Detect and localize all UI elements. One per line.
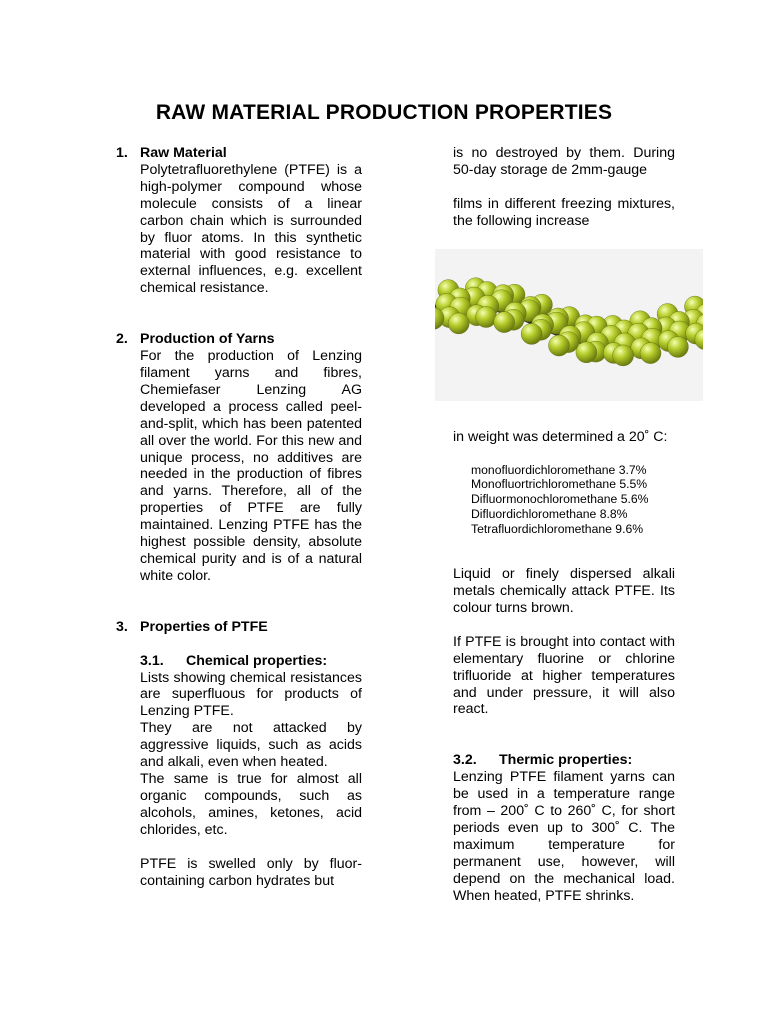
- section-2-number: 2.: [116, 331, 128, 348]
- subsection-3-1-number: 3.1.: [140, 652, 164, 669]
- chemical-para-4: PTFE is swelled only by fluor-containing carbon hydrates but: [140, 855, 362, 889]
- list-item: Tetrafluordichloromethane 9.6%: [471, 522, 644, 537]
- section-3-title: Properties of PTFE: [140, 618, 268, 635]
- list-item: Monofluortrichloromethane 5.5%: [471, 477, 648, 492]
- list-item: Difluormonochloromethane 5.6%: [471, 492, 649, 507]
- right-para-a: is no destroyed by them. During 50-day storage de 2mm-gauge: [453, 145, 675, 178]
- subsection-3-2-heading: [453, 752, 675, 769]
- section-3-number: 3.: [116, 618, 128, 635]
- right-para-b: films in different freezing mixtures, the following increase: [453, 195, 675, 229]
- fluorine-atom: [494, 311, 515, 332]
- right-para-d: Liquid or finely dispersed alkali metals chemically attack PTFE. Its colour turns brown.: [453, 566, 675, 616]
- freezing-mixture-list: [453, 463, 675, 538]
- section-1-title: Raw Material: [140, 145, 227, 161]
- thermic-para: Lenzing PTFE filament yarns can be used in a temperature range from – 200˚ C to 260˚ C, for short periods even up to 300˚ C. The maximum temperature for permanent use, however, will depend on the mechanical load. When heated, PTFE shrinks.: [453, 769, 675, 904]
- fluorine-atom: [521, 323, 542, 344]
- fluorine-atom: [640, 342, 661, 363]
- fluorine-atom: [476, 306, 497, 327]
- fluorine-atom: [667, 336, 688, 357]
- fluorine-atom: [613, 345, 634, 366]
- fluorine-atom: [549, 335, 570, 356]
- right-column: [453, 145, 675, 904]
- ptfe-molecule-illustration: [435, 249, 703, 401]
- fluorine-atom: [576, 341, 597, 362]
- list-item: Difluordichloromethane 8.8%: [471, 507, 628, 522]
- subsection-3-1-heading: [116, 653, 362, 670]
- section-2-body: For the production of Lenzing filament yarns and fibres, Chemiefaser Lenzing AG developed a process called peel-and-split, which has been patented all over the world. For this new and unique process, no additives are needed in the production of fibres and yarns. Therefore, all of the properties of PTFE are fully maintained. Lenzing PTFE has the highest possible density, absolute chemical purity and is of a natural white color.: [140, 348, 362, 584]
- chemical-para-1: Lists showing chemical resistances are superfluous for products of Lenzing PTFE.: [140, 669, 362, 720]
- subsection-3-1-title: Chemical properties:: [186, 652, 328, 669]
- list-item: monofluordichloromethane 3.7%: [471, 462, 647, 477]
- subsection-3-2-title: Thermic properties:: [499, 752, 633, 769]
- section-1-number: 1.: [116, 145, 128, 161]
- chemical-para-2: They are not attacked by aggressive liquids, such as acids and alkali, even when heated.: [140, 720, 362, 771]
- section-2-title: Production of Yarns: [140, 331, 275, 348]
- page-title: RAW MATERIAL PRODUCTION PROPERTIES: [155, 101, 613, 124]
- section-2-heading: [116, 331, 362, 348]
- section-1-body: Polytetrafluorethylene (PTFE) is a high-polymer compound whose molecule consists of a linear carbon chain which is surrounded by fluor atoms. In this synthetic material with good resistance to external influences, e.g. excellent chemical resistance.: [140, 161, 362, 297]
- section-1-heading: [116, 145, 362, 162]
- subsection-3-2-number: 3.2.: [453, 752, 477, 769]
- chemical-para-3: The same is true for almost all organic compounds, such as alcohols, amines, ketones, acid chlorides, etc.: [140, 771, 362, 838]
- right-para-e: If PTFE is brought into contact with elementary fluorine or chlorine trifluoride at higher temperatures and under pressure, it will also react.: [453, 633, 675, 718]
- right-para-c: in weight was determined a 20˚ C:: [453, 428, 668, 445]
- left-column: [116, 145, 362, 889]
- fluorine-atom: [448, 313, 469, 334]
- section-3-heading: [116, 619, 362, 636]
